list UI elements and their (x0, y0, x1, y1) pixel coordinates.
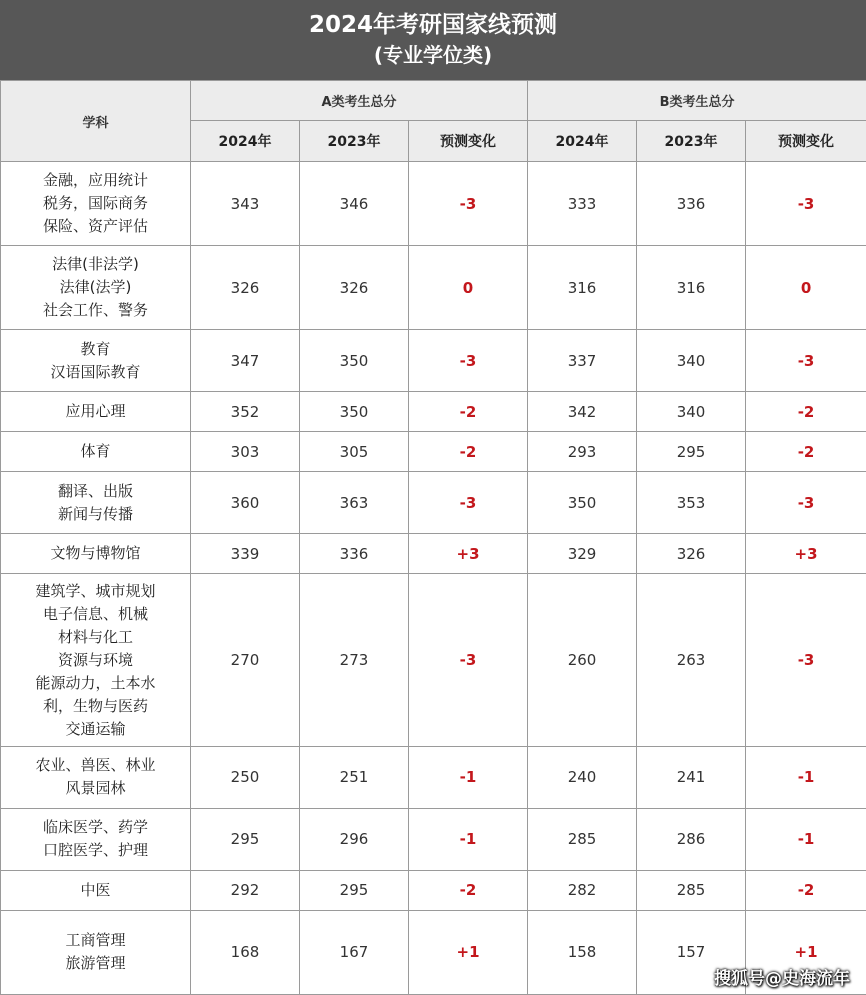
header-group-a: A类考生总分 (191, 81, 528, 121)
subject-line: 税务，国际商务 (42, 194, 148, 213)
subject-line: 法律(法学) (59, 278, 132, 297)
b-2024-score: 240 (528, 746, 637, 808)
a-change: -2 (409, 392, 528, 432)
a-2024-score: 270 (191, 574, 300, 746)
a-2024-score: 326 (191, 246, 300, 330)
a-2023-score: 350 (300, 392, 409, 432)
subject-line: 社会工作、警务 (42, 301, 148, 320)
a-change: -2 (409, 870, 528, 910)
title-bar (0, 0, 866, 80)
subject-line: 资源与环境 (57, 650, 133, 669)
a-change: +1 (409, 910, 528, 994)
subject-line: 旅游管理 (65, 954, 126, 973)
b-change: +1 (746, 910, 866, 994)
b-2024-score: 350 (528, 472, 637, 534)
subject-cell (1, 870, 191, 910)
a-2023-score: 336 (300, 534, 409, 574)
header-a-2024: 2024年 (191, 121, 300, 162)
a-2024-score: 292 (191, 870, 300, 910)
b-change: -2 (746, 870, 866, 910)
a-change: 0 (409, 246, 528, 330)
a-change: -2 (409, 432, 528, 472)
subject-line: 建筑学、城市规划 (35, 581, 156, 600)
b-2024-score: 282 (528, 870, 637, 910)
subject-cell (1, 330, 191, 392)
table-row (1, 574, 866, 746)
table-row (1, 472, 866, 534)
page-subtitle: (专业学位类) (373, 43, 493, 67)
subject-line: 汉语国际教育 (50, 362, 141, 381)
b-2023-score: 326 (637, 534, 746, 574)
a-change: +3 (409, 534, 528, 574)
b-2024-score: 285 (528, 808, 637, 870)
a-2023-score: 295 (300, 870, 409, 910)
b-2023-score: 353 (637, 472, 746, 534)
table-row (1, 330, 866, 392)
b-2024-score: 293 (528, 432, 637, 472)
subject-cell (1, 534, 191, 574)
b-2023-score: 241 (637, 746, 746, 808)
subject-cell (1, 808, 191, 870)
header-b-2023: 2023年 (637, 121, 746, 162)
subject-line: 翻译、出版 (57, 481, 133, 500)
a-2023-score: 363 (300, 472, 409, 534)
a-2023-score: 346 (300, 162, 409, 246)
score-table (0, 80, 866, 995)
a-change: -3 (409, 162, 528, 246)
subject-cell (1, 246, 191, 330)
a-change: -3 (409, 472, 528, 534)
subject-line: 利，生物与医药 (42, 696, 148, 715)
a-2023-score: 273 (300, 574, 409, 746)
table-row (1, 870, 866, 910)
b-2024-score: 342 (528, 392, 637, 432)
subject-line: 文物与博物馆 (50, 544, 141, 563)
b-change: +3 (746, 534, 866, 574)
b-2023-score: 263 (637, 574, 746, 746)
a-2024-score: 339 (191, 534, 300, 574)
b-change: -2 (746, 432, 866, 472)
b-2024-score: 260 (528, 574, 637, 746)
a-2024-score: 360 (191, 472, 300, 534)
subject-line: 工商管理 (65, 931, 126, 950)
table-row (1, 746, 866, 808)
subject-line: 材料与化工 (57, 627, 133, 646)
b-2023-score: 295 (637, 432, 746, 472)
a-change: -3 (409, 574, 528, 746)
b-2024-score: 337 (528, 330, 637, 392)
b-change: -3 (746, 162, 866, 246)
subject-line: 新闻与传播 (57, 504, 133, 523)
a-2024-score: 168 (191, 910, 300, 994)
table-row (1, 432, 866, 472)
header-b-2024: 2024年 (528, 121, 637, 162)
b-2023-score: 340 (637, 392, 746, 432)
b-change: -3 (746, 574, 866, 746)
header-a-2023: 2023年 (300, 121, 409, 162)
b-change: -2 (746, 392, 866, 432)
a-2023-score: 350 (300, 330, 409, 392)
a-2023-score: 326 (300, 246, 409, 330)
subject-line: 电子信息、机械 (42, 604, 148, 623)
b-2023-score: 340 (637, 330, 746, 392)
subject-line: 金融，应用统计 (42, 171, 148, 190)
a-2024-score: 347 (191, 330, 300, 392)
header-group-b: B类考生总分 (528, 81, 866, 121)
b-2024-score: 158 (528, 910, 637, 994)
table-row (1, 534, 866, 574)
a-2023-score: 296 (300, 808, 409, 870)
subject-line: 能源动力，土本水 (35, 673, 156, 692)
header-subject: 学科 (1, 81, 191, 162)
subject-line: 口腔医学、护理 (42, 841, 148, 860)
a-2024-score: 303 (191, 432, 300, 472)
a-2024-score: 250 (191, 746, 300, 808)
header-a-change: 预测变化 (409, 121, 528, 162)
table-row (1, 808, 866, 870)
subject-cell (1, 574, 191, 746)
b-2023-score: 157 (637, 910, 746, 994)
subject-cell (1, 910, 191, 994)
header-b-change: 预测变化 (746, 121, 866, 162)
a-2023-score: 167 (300, 910, 409, 994)
table-row (1, 392, 866, 432)
b-change: -1 (746, 808, 866, 870)
a-change: -1 (409, 746, 528, 808)
subject-cell (1, 472, 191, 534)
subject-line: 风景园林 (65, 779, 126, 798)
b-change: -1 (746, 746, 866, 808)
subject-line: 中医 (80, 880, 111, 899)
b-2023-score: 285 (637, 870, 746, 910)
b-change: -3 (746, 472, 866, 534)
subject-line: 保险、资产评估 (42, 217, 148, 236)
b-change: -3 (746, 330, 866, 392)
subject-line: 农业、兽医、林业 (35, 756, 156, 775)
a-2024-score: 295 (191, 808, 300, 870)
subject-cell (1, 392, 191, 432)
subject-cell (1, 162, 191, 246)
a-change: -3 (409, 330, 528, 392)
table-row (1, 162, 866, 246)
watermark: 搜狐号@史海流年 (714, 969, 850, 989)
b-2023-score: 336 (637, 162, 746, 246)
b-2023-score: 286 (637, 808, 746, 870)
a-2023-score: 251 (300, 746, 409, 808)
subject-cell (1, 746, 191, 808)
a-2023-score: 305 (300, 432, 409, 472)
a-2024-score: 343 (191, 162, 300, 246)
subject-cell (1, 432, 191, 472)
b-2024-score: 333 (528, 162, 637, 246)
b-2024-score: 329 (528, 534, 637, 574)
page-title: 2024年考研国家线预测 (308, 12, 557, 38)
a-2024-score: 352 (191, 392, 300, 432)
table-body (1, 162, 866, 995)
a-change: -1 (409, 808, 528, 870)
table-row (1, 246, 866, 330)
b-change: 0 (746, 246, 866, 330)
subject-line: 教育 (80, 339, 111, 358)
b-2023-score: 316 (637, 246, 746, 330)
subject-line: 体育 (80, 442, 111, 461)
b-2024-score: 316 (528, 246, 637, 330)
subject-line: 临床医学、药学 (42, 818, 148, 837)
subject-line: 应用心理 (65, 402, 126, 421)
subject-line: 法律(非法学) (52, 255, 139, 274)
subject-line: 交通运输 (65, 719, 126, 738)
